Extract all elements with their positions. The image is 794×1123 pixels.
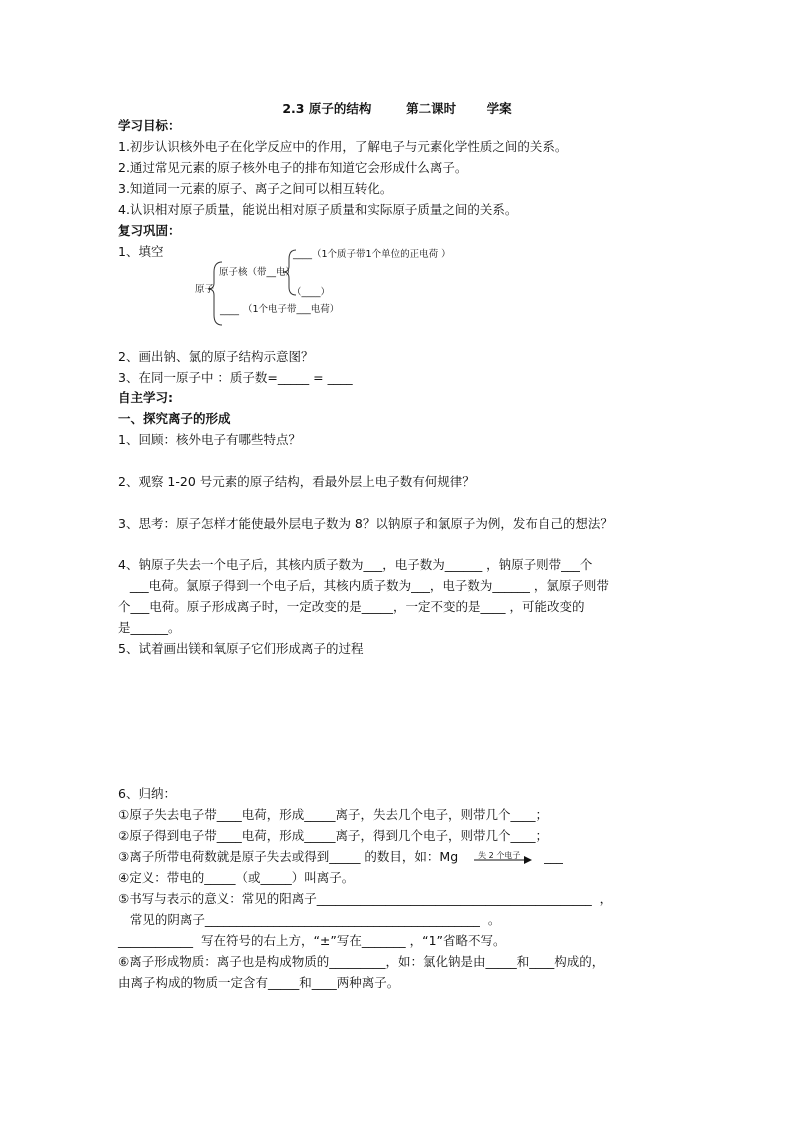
summary-item-3-tail: ___ xyxy=(544,849,563,864)
diagram-proton-note: （1个质子带1个单位的正电荷 ） xyxy=(312,249,451,260)
objective-item: 4.认识相对原子质量，能说出相对原子质量和实际原子质量之间的关系。 xyxy=(118,202,518,217)
self-study-heading: 自主学习: xyxy=(118,390,173,405)
summary-item: 由离子构成的物质一定含有_____和____两种离子。 xyxy=(118,975,400,990)
diagram-neutron: （____） xyxy=(292,287,331,298)
diagram-electron-note: （1个电子带___电荷） xyxy=(243,304,340,315)
objectives-heading: 学习目标： xyxy=(118,118,181,133)
summary-item-3-text: ③离子所带电荷数就是原子失去或得到_____ 的数目，如：Mg xyxy=(118,849,459,864)
fill-blank-label: 1、填空 xyxy=(118,244,164,259)
review-question: 3、在同一原子中 ：质子数=_____ = ____ xyxy=(118,370,353,385)
section-heading: 一、探究离子的形成 xyxy=(118,411,231,426)
summary-item: ⑤书写与表示的意义：常见的阳离子____________________________________________ ， xyxy=(118,891,613,906)
arrow-icon xyxy=(472,850,534,866)
summary-item: 常见的阴离子____________________________________________ 。 xyxy=(118,912,501,927)
summary-item-3 xyxy=(118,848,563,866)
study-question: 1、回顾：核外电子有哪些特点？ xyxy=(118,432,301,447)
study-question: 5、试着画出镁和氧原子它们形成离子的过程 xyxy=(118,641,364,656)
reaction-arrow xyxy=(472,850,534,866)
study-question-line: 4、钠原子失去一个电子后，其核内质子数为___，电子数为______ ，钠原子则带___个 xyxy=(118,557,593,572)
summary-item: ④定义：带电的_____（或_____）叫离子。 xyxy=(118,870,355,885)
diagram-proton-blank: ____ xyxy=(293,249,312,260)
study-question-line: 是______。 xyxy=(118,620,181,635)
review-heading: 复习巩固： xyxy=(118,223,181,238)
objective-item: 2.通过常见元素的原子核外电子的排布知道它会形成什么离子。 xyxy=(118,160,468,175)
summary-item: ②原子得到电子带____电荷，形成_____离子，得到几个电子，则带几个____； xyxy=(118,828,548,843)
summary-item: ①原子失去电子带____电荷，形成_____离子，失去几个电子，则带几个____； xyxy=(118,807,548,822)
diagram-electron-blank: ____ xyxy=(220,305,239,316)
study-question-line: 个___电荷。原子形成离子时，一定改变的是_____，一定不变的是____ ，可能改变的 xyxy=(118,599,585,614)
reaction-arrow-label: 失 2 个电子 xyxy=(478,850,521,860)
diagram-nucleus: 原子核（带__电） xyxy=(219,267,296,278)
summary-heading: 6、归纳： xyxy=(118,786,176,801)
diagram-atom: 原子 xyxy=(195,284,215,295)
objective-item: 3.知道同一元素的原子、离子之间可以相互转化。 xyxy=(118,181,393,196)
summary-item: ⑥离子形成物质：离子也是构成物质的_________，如：氯化钠是由_____和____构成的， xyxy=(118,954,605,969)
review-question: 2、画出钠、氯的原子结构示意图？ xyxy=(118,349,314,364)
study-question: 3、思考：原子怎样才能使最外层电子数为 8？以钠原子和氯原子为例，发布自己的想法？ xyxy=(118,516,613,531)
study-question: 2、观察 1-20 号元素的原子结构，看最外层上电子数有何规律？ xyxy=(118,474,475,489)
summary-item: ____________ 写在符号的右上方，“±”写在_______ ，“1”省略不写。 xyxy=(118,933,506,948)
page-title: 2.3 原子的结构 第二课时 学案 xyxy=(282,101,512,116)
study-question-line: ___电荷。氯原子得到一个电子后，其核内质子数为___，电子数为______ ，氯原子则带 xyxy=(118,578,609,593)
objective-item: 1.初步认识核外电子在化学反应中的作用，了解电子与元素化学性质之间的关系。 xyxy=(118,139,568,154)
